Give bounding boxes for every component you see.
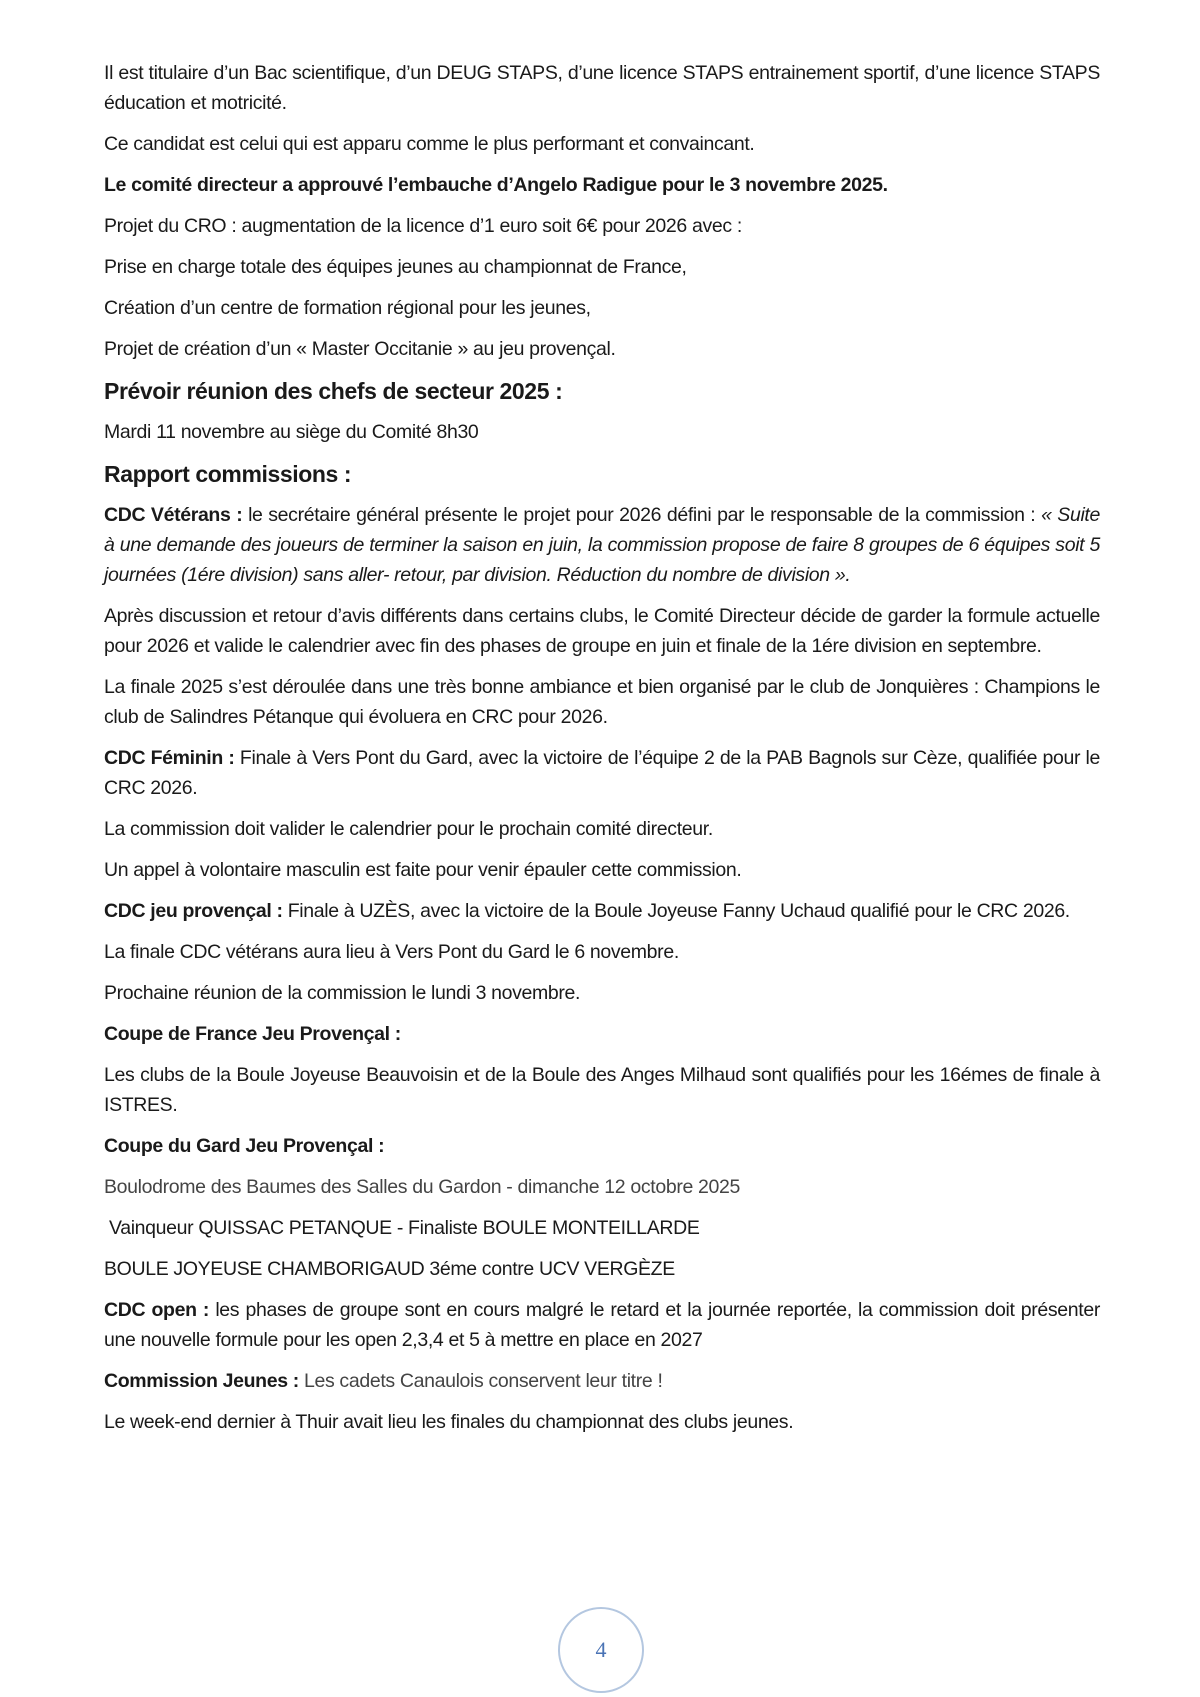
coupe-gard-winner: Vainqueur QUISSAC PETANQUE - Finaliste BOULE MONTEILLARDE [109, 1217, 700, 1239]
paragraph: Projet de création d’un « Master Occitanie » au jeu provençal. [104, 338, 616, 360]
jeunes-paragraph: Commission Jeunes : Les cadets Canaulois conservent leur titre ! [104, 1370, 663, 1392]
paragraph: La commission doit valider le calendrier pour le prochain comité directeur. [104, 818, 713, 840]
paragraph: Le week-end dernier à Thuir avait lieu les finales du championnat des clubs jeunes. [104, 1411, 794, 1433]
paragraph: Un appel à volontaire masculin est faite pour venir épauler cette commission. [104, 859, 742, 881]
paragraph: Il est titulaire d’un Bac scientifique, d’un DEUG STAPS, d’une licence STAPS entrainement sportif, d’une licence STAPS éducation et motricité. [104, 62, 1100, 114]
provencal-label: CDC jeu provençal : [104, 900, 283, 922]
veterans-quote: « Suite à une demande des joueurs de terminer la saison en juin, la commission propose de faire 8 groupes de 6 équipes soit 5 journées (1ére division) sans aller- retour, par division. Réduction du nombre de division ». [104, 504, 1100, 586]
section-heading-chefs: Prévoir réunion des chefs de secteur 2025 : [104, 378, 563, 404]
coupe-gard-heading: Coupe du Gard Jeu Provençal : [104, 1135, 385, 1157]
open-label: CDC open : [104, 1299, 210, 1321]
paragraph: Ce candidat est celui qui est apparu comme le plus performant et convaincant. [104, 133, 755, 155]
paragraph: Après discussion et retour d’avis différents dans certains clubs, le Comité Directeur décide de garder la formule actuelle pour 2026 et valide le calendrier avec fin des phases de groupe en juin et finale de la 1ére division en septembre. [104, 605, 1100, 657]
coupe-france-heading: Coupe de France Jeu Provençal : [104, 1023, 401, 1045]
paragraph: La finale CDC vétérans aura lieu à Vers Pont du Gard le 6 novembre. [104, 941, 679, 963]
open-paragraph: CDC open : les phases de groupe sont en cours malgré le retard et la journée reportée, la commission doit présenter une nouvelle formule pour les open 2,3,4 et 5 à mettre en place en 2027 [104, 1299, 1101, 1351]
document-page [104, 58, 1100, 1448]
paragraph: Les clubs de la Boule Joyeuse Beauvoisin et de la Boule des Anges Milhaud sont qualifiés pour les 16émes de finale à ISTRES. [104, 1064, 1100, 1116]
paragraph: La finale 2025 s’est déroulée dans une très bonne ambiance et bien organisé par le club de Jonquières : Champions le club de Salindres Pétanque qui évoluera en CRC pour 2026. [104, 676, 1100, 728]
jeunes-label: Commission Jeunes : [104, 1370, 299, 1392]
provencal-paragraph: CDC jeu provençal : Finale à UZÈS, avec la victoire de la Boule Joyeuse Fanny Uchaud qualifié pour le CRC 2026. [104, 900, 1070, 922]
coupe-gard-venue: Boulodrome des Baumes des Salles du Gardon - dimanche 12 octobre 2025 [104, 1176, 741, 1198]
page-number-badge [558, 1607, 644, 1693]
decision-paragraph: Le comité directeur a approuvé l’embauche d’Angelo Radigue pour le 3 novembre 2025. [104, 174, 888, 196]
paragraph: Prochaine réunion de la commission le lundi 3 novembre. [104, 982, 581, 1004]
section-heading-rapport: Rapport commissions : [104, 461, 352, 487]
paragraph: Création d’un centre de formation régional pour les jeunes, [104, 297, 591, 319]
feminin-paragraph: CDC Féminin : Finale à Vers Pont du Gard, avec la victoire de l’équipe 2 de la PAB Bagnols sur Cèze, qualifiée pour le CRC 2026. [104, 747, 1101, 799]
feminin-label: CDC Féminin : [104, 747, 235, 769]
paragraph: Mardi 11 novembre au siège du Comité 8h30 [104, 421, 479, 443]
coupe-gard-third: BOULE JOYEUSE CHAMBORIGAUD 3éme contre UCV VERGÈZE [104, 1258, 675, 1280]
paragraph: Prise en charge totale des équipes jeunes au championnat de France, [104, 256, 687, 278]
page-number: 4 [595, 1637, 607, 1662]
veterans-paragraph: CDC Vétérans : le secrétaire général présente le projet pour 2026 défini par le responsable de la commission : « Suite à une demande des joueurs de terminer la saison en juin, la commission propose de faire 8 groupes de 6 équipes soit 5 journées (1ére division) sans aller- retour, par division. Réduction du nombre de division ». [104, 504, 1100, 586]
paragraph: Projet du CRO : augmentation de la licence d’1 euro soit 6€ pour 2026 avec : [104, 215, 742, 237]
veterans-label: CDC Vétérans : [104, 504, 243, 526]
